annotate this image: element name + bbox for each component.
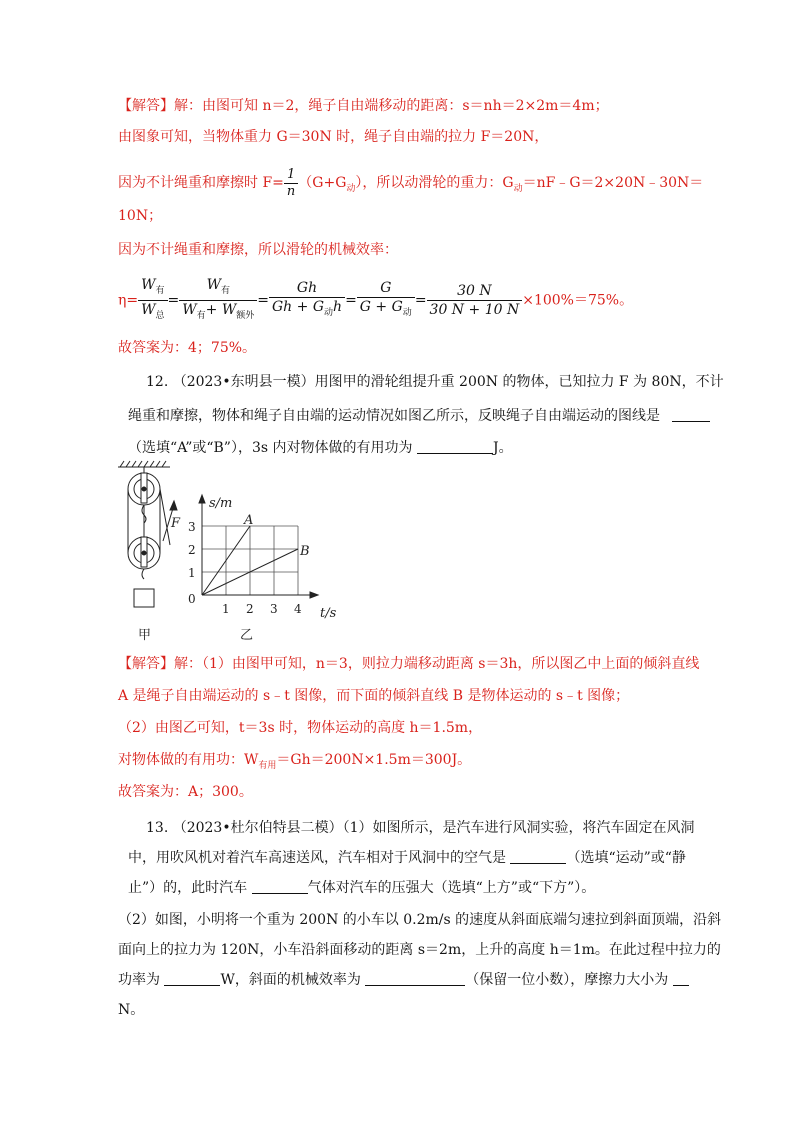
q12-line2: 绳重和摩擦，物体和绳子自由端的运动情况如图乙所示，反映绳子自由端运动的图线是 (128, 406, 710, 426)
line-b-label: B (300, 544, 310, 559)
q13-blank-3[interactable] (164, 971, 220, 986)
q13-blank-2[interactable] (252, 879, 308, 894)
origin-label: 0 (188, 592, 196, 606)
ans11-line5: 因为不计绳重和摩擦，所以滑轮的机械效率： (118, 242, 398, 258)
ans12-line1: 【解答】解：（1）由图甲可知，n＝3，则拉力端移动距离 s＝3h，所以图乙中上面的倾斜直线 (118, 656, 700, 672)
ans12-final: 故答案为：A；300。 (118, 784, 253, 800)
q13-line4: （2）如图，小明将一个重为 200N 的小车以 0.2m/s 的速度从斜面底端匀速拉到斜面顶端，沿斜 (118, 912, 722, 928)
x-tick-1: 1 (222, 602, 230, 616)
q13-line1: 13. （2023•杜尔伯特县二模）（1）如图所示，是汽车进行风洞实验，将汽车固定在风洞 (146, 820, 695, 836)
fixed-pulley (128, 467, 160, 505)
ceiling (118, 461, 170, 467)
q13-line5: 面向上的拉力为 120N，小车沿斜面移动的距离 s＝2m，上升的高度 h＝1m。在此过程中拉力的 (118, 942, 721, 958)
ans11-line4: 10N； (118, 208, 163, 224)
ans12-line4: 对物体做的有用功：$W_{有用}=Gh=200N\times 1.5m=300J$。 (118, 752, 472, 771)
ans12-line2: A 是绳子自由端运动的 s﹣t 图像，而下面的倾斜直线 B 是物体运动的 s﹣t 图像； (118, 688, 630, 704)
fraction-gh-over-sum: $\frac{Gh}{Gh + G_动h}$ (269, 279, 345, 322)
x-axis-label: t/s (320, 606, 337, 621)
ropes (128, 489, 170, 553)
q13-blank-4[interactable] (365, 971, 465, 986)
load-block (134, 589, 154, 607)
ans11-line2: 由图象可知，当物体重力 G＝30N 时，绳子自由端的拉力 F＝20N， (118, 129, 549, 145)
figure-label-jia: 甲 (138, 628, 152, 643)
fraction-g-over-sum: $\frac{G}{G + G_动}$ (357, 279, 415, 322)
force-label: F (171, 516, 181, 531)
fraction-numeric: $\frac{30 N}{30 N + 10 N}$ (427, 282, 523, 319)
grid (202, 526, 298, 595)
fraction-1-over-n: $\frac{1}{n}$ (284, 167, 298, 200)
q12-line1: 12. （2023•东明县一模）用图甲的滑轮组提升重 200N 的物体，已知拉力 F 为 80N，不计 (146, 374, 724, 390)
q13-line6: 功率为 W，斜面的机械效率为 （保留一位小数），摩擦力大小为 (118, 970, 689, 990)
x-tick-2: 2 (246, 602, 254, 616)
q12-blank-1[interactable] (672, 407, 710, 422)
st-graph (188, 495, 337, 643)
efficiency-formula: η= $\frac{W_有}{W_总}$ = $\frac{W_有}{W_有+ W_{额外}}$ = $\frac{Gh}{Gh + G_动h}$ = $\frac{G}{G + G_动}$ = $\frac{30 N}{30 N + 10 N}$ ×100%＝75%。 (118, 276, 633, 325)
ans11-final: 故答案为：4；75%。 (118, 340, 257, 356)
x-tick-4: 4 (294, 602, 302, 616)
ans11-line3: 因为不计绳重和摩擦时 F= $\frac{1}{n}$ $(G+G_动)$，所以动滑轮的重力：$G_动=nF﹣G=2\times 20N﹣30N=$ (118, 166, 704, 199)
x-tick-3: 3 (270, 602, 278, 616)
ans11-line1: 【解答】解：由图可知 n＝2，绳子自由端移动的距离：s＝nh＝2×2m＝4m； (118, 98, 609, 114)
q13-line2: 中，用吹风机对着汽车高速送风，汽车相对于风洞中的空气是 （选填“运动”或“静 (128, 850, 686, 866)
answer-tag: 【解答】 (118, 98, 174, 114)
q12-blank-2[interactable] (417, 439, 493, 454)
y-tick-3: 3 (188, 520, 196, 534)
y-tick-1: 1 (188, 566, 196, 580)
fraction-w-useful-over-sum: $\frac{W_有}{W_有+ W_{额外}}$ (179, 276, 257, 325)
y-axis-label: s/m (209, 496, 233, 511)
figure-label-yi: 乙 (240, 628, 254, 643)
fraction-w-useful-over-w-total: $\frac{W_有}{W_总}$ (138, 276, 167, 325)
q13-line3: 止”）的，此时汽车 气体对汽车的压强大（选填“上方”或“下方”）。 (128, 880, 596, 896)
y-tick-2: 2 (188, 543, 196, 557)
q13-blank-1[interactable] (510, 849, 566, 864)
q12-figure (108, 455, 358, 645)
line-a-label: A (244, 513, 254, 528)
q13-blank-5[interactable] (673, 971, 689, 986)
answer-tag: 【解答】 (118, 656, 174, 672)
ans12-line3: （2）由图乙可知，t＝3s 时，物体运动的高度 h＝1.5m， (118, 720, 483, 736)
q12-line3: （选填“A”或“B”），3s 内对物体做的有用功为 J。 (128, 440, 513, 456)
q13-line7: N。 (118, 1002, 145, 1018)
